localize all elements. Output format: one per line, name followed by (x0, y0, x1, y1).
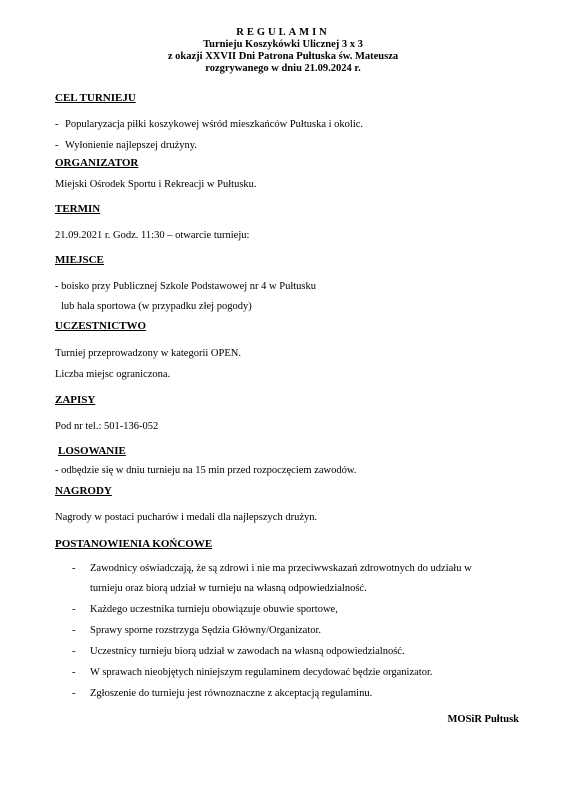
zapisy-text: Pod nr tel.: 501-136-052 (55, 421, 159, 432)
bullet-dash: - (55, 119, 59, 130)
section-heading-uczestnictwo: UCZESTNICTWO (55, 320, 147, 332)
organizator-text: Miejski Ośrodek Sportu i Rekreacji w Pułtusku. (55, 179, 257, 190)
section-heading-postanowienia: POSTANOWIENIA KOŃCOWE (55, 538, 213, 550)
signature: MOSiR Pułtusk (447, 714, 519, 725)
section-heading-nagrody: NAGRODY (55, 485, 112, 497)
bullet-dash: - (72, 667, 76, 678)
list-item-text: Popularyzacja piłki koszykowej wśród mieszkańców Pułtuska i okolic. (65, 119, 364, 130)
uczestnictwo-line-1: Turniej przeprowadzony w kategorii OPEN. (55, 348, 241, 359)
bullet-dash: - (72, 646, 76, 657)
list-item-text: Sprawy sporne rozstrzyga Sędzia Główny/Organizator. (90, 625, 322, 636)
document-header (0, 27, 566, 75)
document-subtitle-2: z okazji XXVII Dni Patrona Pułtuska św. Mateusza (167, 51, 399, 62)
bullet-dash: - (72, 563, 76, 574)
bullet-dash: - (72, 688, 76, 699)
miejsce-line-1: - boisko przy Publicznej Szkole Podstawowej nr 4 w Pułtusku (55, 281, 317, 292)
list-item-text: Uczestnicy turnieju biorą udział w zawodach na własną odpowiedzialność. (90, 646, 405, 657)
list-item-text: W sprawach nieobjętych niniejszym regulaminem decydować będzie organizator. (90, 667, 433, 678)
termin-text: 21.09.2021 r. Godz. 11:30 – otwarcie turnieju: (55, 230, 250, 241)
document-title: REGULAMIN (236, 27, 330, 38)
bullet-dash: - (72, 604, 76, 615)
miejsce-line-2: lub hala sportowa (w przypadku złej pogody) (61, 301, 252, 312)
section-heading-miejsce: MIEJSCE (55, 254, 104, 266)
list-item-text: Wyłonienie najlepszej drużyny. (65, 140, 197, 151)
section-heading-zapisy: ZAPISY (55, 394, 96, 406)
section-heading-cel: CEL TURNIEJU (55, 92, 136, 104)
bullet-dash: - (55, 140, 59, 151)
section-heading-losowanie: LOSOWANIE (58, 445, 126, 457)
uczestnictwo-line-2: Liczba miejsc ograniczona. (55, 369, 171, 380)
document-subtitle-1: Turnieju Koszykówki Ulicznej 3 x 3 (203, 39, 363, 50)
document-subtitle-3: rozgrywanego w dniu 21.09.2024 r. (205, 63, 361, 74)
section-heading-termin: TERMIN (55, 203, 101, 215)
nagrody-text: Nagrody w postaci pucharów i medali dla najlepszych drużyn. (55, 512, 318, 523)
list-item-text: turnieju oraz biorą udział w turnieju na własną odpowiedzialność. (90, 583, 367, 594)
list-item-text: Zawodnicy oświadczają, że są zdrowi i nie ma przeciwwskazań zdrowotnych do udziału w (90, 563, 472, 574)
bullet-dash: - (72, 625, 76, 636)
section-heading-organizator: ORGANIZATOR (55, 157, 139, 169)
losowanie-text: - odbędzie się w dniu turnieju na 15 min przed rozpoczęciem zawodów. (55, 465, 357, 476)
list-item-text: Zgłoszenie do turnieju jest równoznaczne z akceptacją regulaminu. (90, 688, 373, 699)
list-item-text: Każdego uczestnika turnieju obowiązuje obuwie sportowe, (90, 604, 338, 615)
